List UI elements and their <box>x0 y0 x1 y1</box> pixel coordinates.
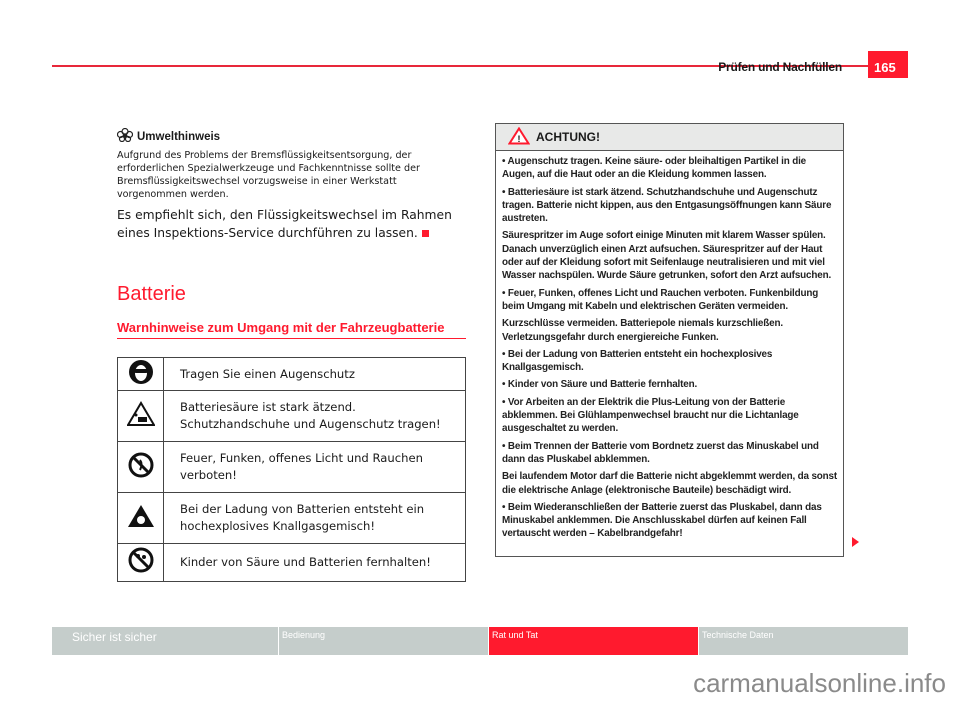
table-row <box>118 442 466 493</box>
continue-arrow-icon <box>852 537 859 547</box>
warning-item: • Vor Arbeiten an der Elektrik die Plus-Leitung von der Batterie abklemmen. Bei Glühlampenwechsel braucht nur die Lichtanlage ausgeschaltet zu werden. <box>502 396 799 435</box>
warning-item: • Beim Trennen der Batterie vom Bordnetz zuerst das Minuskabel und dann das Pluskabel abklemmen. <box>502 440 819 465</box>
tab-rat-und-tat[interactable]: Rat und Tat <box>489 627 698 655</box>
acid-warning-icon <box>127 416 155 430</box>
warning-title: ACHTUNG! <box>536 130 600 144</box>
tab-sicher-ist-sicher[interactable]: Sicher ist sicher <box>52 627 278 655</box>
section-title: Batterie <box>117 283 186 305</box>
warning-item: • Beim Wiederanschließen der Batterie zuerst das Pluskabel, dann das Minuskabel anklemmen. Die Anschlusskabel dürfen auf keinen Fall vertauscht werden – Kabelbrandgefahr! <box>502 501 822 540</box>
explosive-warning-icon <box>127 518 155 532</box>
svg-text:!: ! <box>517 133 521 144</box>
table-text: Feuer, Funken, offenes Licht und Rauchen verboten! <box>164 442 466 493</box>
table-row <box>118 358 466 391</box>
environment-text: Aufgrund des Problems der Bremsflüssigkeitsentsorgung, der erforderlichen Spezialwerkzeuge und Fachkenntnisse sollte der Bremsflüssigkeitswechsel vorzugsweise in einer Werkstatt vorgenommen werden. <box>117 150 420 200</box>
warning-item: • Batteriesäure ist stark ätzend. Schutzhandschuhe und Augenschutz tragen. Batterie nicht kippen, aus den Entgasungsöffnungen kann Säure austreten. <box>502 186 832 225</box>
warning-item: Bei laufendem Motor darf die Batterie nicht abgeklemmt werden, da sonst die elektrische Anlage (elektronische Bauteile) beschädigt wird. <box>502 471 838 496</box>
paragraph <box>117 206 467 242</box>
chapter-title: Prüfen und Nachfüllen <box>718 60 842 74</box>
warning-item: • Augenschutz tragen. Keine säure- oder bleihaltigen Partikel in die Augen, auf die Haut oder an die Kleidung kommen lassen. <box>502 156 807 181</box>
warning-box <box>495 123 844 557</box>
warning-item: • Kinder von Säure und Batterie fernhalten. <box>502 379 698 391</box>
table-text: Tragen Sie einen Augenschutz <box>164 358 466 391</box>
no-fire-icon <box>128 467 154 481</box>
environment-title: Umwelthinweis <box>137 130 221 143</box>
table-row <box>118 544 466 582</box>
eye-protection-icon <box>128 374 154 388</box>
table-text: Bei der Ladung von Batterien entsteht ein hochexplosives Knallgasgemisch! <box>164 493 466 544</box>
end-mark <box>422 230 429 237</box>
paragraph-text: Es empfiehlt sich, den Flüssigkeitswechsel im Rahmen eines Inspektions-Service durchführen zu lassen. <box>117 208 452 240</box>
warning-symbols-table <box>117 357 466 582</box>
flower-icon <box>117 128 133 145</box>
tab-bedienung[interactable]: Bedienung <box>279 627 488 655</box>
warning-triangle-icon <box>508 127 530 148</box>
page-number: 165 <box>868 51 908 78</box>
warning-item: • Feuer, Funken, offenes Licht und Rauchen verboten. Funkenbildung beim Umgang mit Kabeln und elektrischen Geräten vermeiden. <box>502 287 819 312</box>
keep-children-away-icon <box>128 562 154 576</box>
table-text: Batteriesäure ist stark ätzend. Schutzhandschuhe und Augenschutz tragen! <box>164 391 466 442</box>
table-row <box>118 493 466 544</box>
environment-note <box>117 128 467 242</box>
tab-technische-daten[interactable]: Technische Daten <box>699 627 908 655</box>
warning-item: Kurzschlüsse vermeiden. Batteriepole niemals kurzschließen. Verletzungsgefahr durch energiereiche Funken. <box>502 318 783 343</box>
watermark: carmanualsonline.info <box>693 668 946 698</box>
warning-body <box>496 151 843 541</box>
footer-nav <box>52 627 908 655</box>
warning-item: • Bei der Ladung von Batterien entsteht ein hochexplosives Knallgasgemisch. <box>502 348 773 374</box>
warning-item: Säurespritzer im Auge sofort einige Minuten mit klarem Wasser spülen. Danach unverzüglich einen Arzt aufsuchen. Säurespritzer auf der Haut oder auf der Kleidung sofort mit Seifenlauge neutralisieren und mit viel Wasser nachspülen. Wurde Säure getrunken, sofort den Arzt aufsuchen. <box>502 230 832 282</box>
table-row <box>118 391 466 442</box>
table-text: Kinder von Säure und Batterien fernhalten! <box>164 544 466 582</box>
section-subtitle: Warnhinweise zum Umgang mit der Fahrzeugbatterie <box>117 320 466 339</box>
